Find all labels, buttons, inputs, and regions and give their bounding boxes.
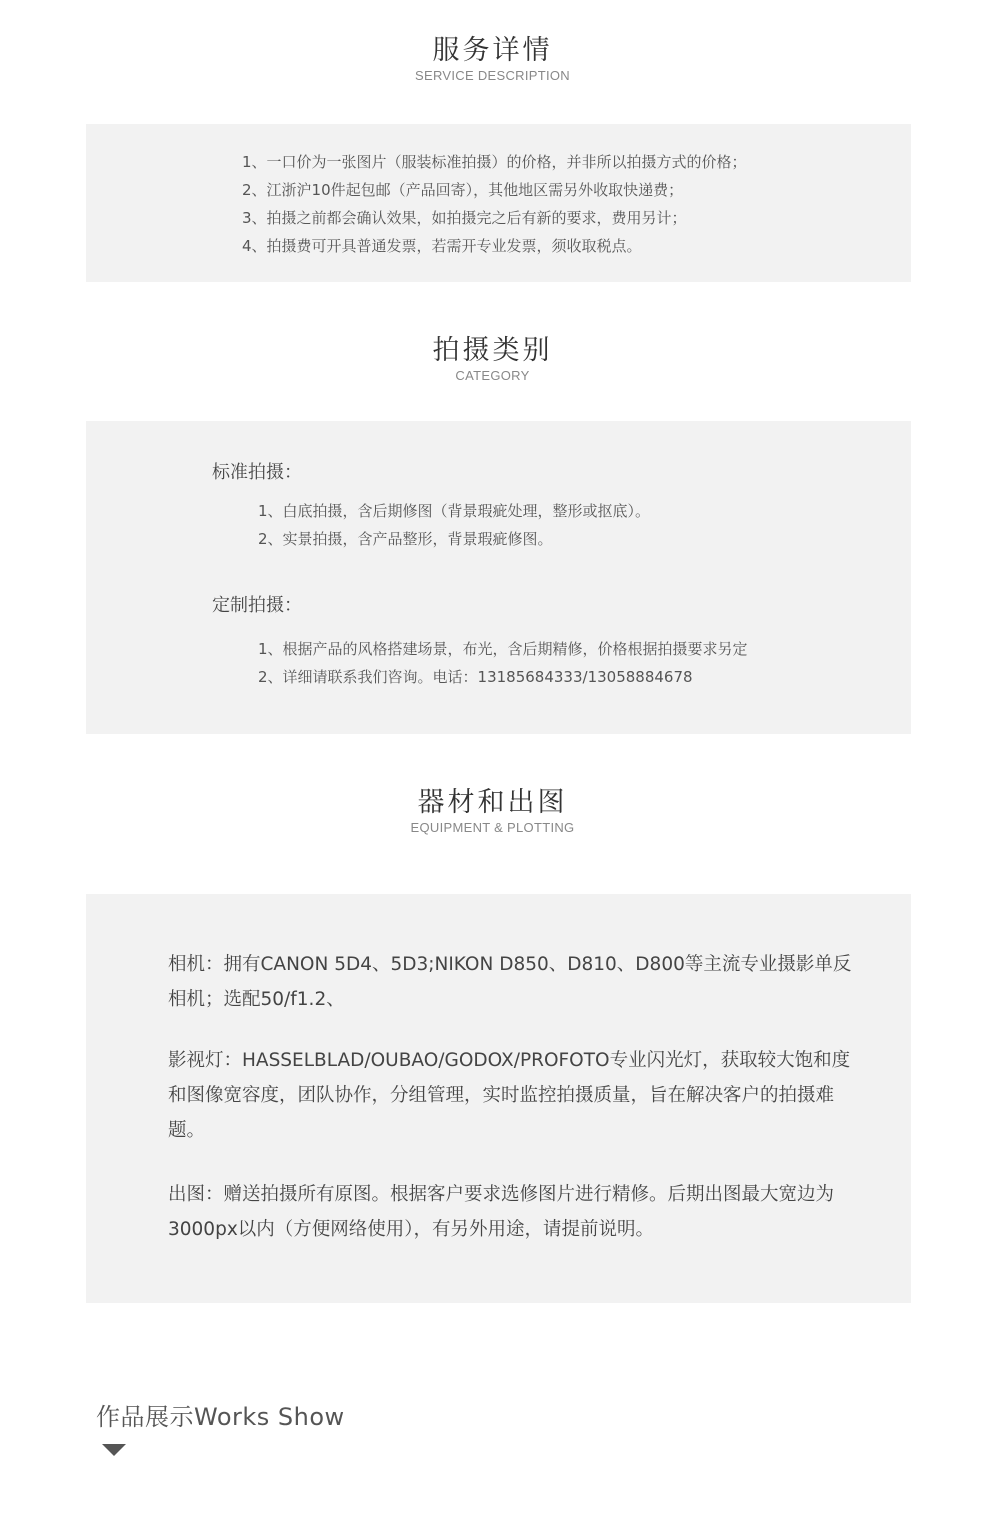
list-item: 1、白底拍摄，含后期修图（背景瑕疵处理，整形或抠底）。 [258, 502, 651, 520]
triangle-down-icon [102, 1444, 126, 1456]
category-title-zh: 拍摄类别 [432, 335, 553, 366]
custom-shoot-list [258, 635, 748, 691]
equipment-section-title [0, 786, 985, 836]
service-item: 3、拍摄之前都会确认效果，如拍摄完之后有新的要求，费用另计； [242, 209, 687, 227]
category-section-title [0, 334, 985, 384]
service-title-en: SERVICE DESCRIPTION [415, 68, 570, 83]
service-item: 4、拍摄费可开具普通发票，若需开专业发票，须收取税点。 [242, 237, 642, 255]
list-item: 1、根据产品的风格搭建场景，布光，含后期精修，价格根据拍摄要求另定 [258, 640, 748, 658]
camera-paragraph: 相机：拥有CANON 5D4、5D3;NIKON D850、D810、D800等主流专业摄影单反相机；选配50/f1.2、 [168, 954, 852, 1010]
standard-shoot-heading: 标准拍摄： [212, 462, 302, 483]
custom-shoot-heading: 定制拍摄： [212, 595, 302, 616]
service-panel [86, 124, 911, 282]
equipment-title-zh: 器材和出图 [417, 787, 568, 818]
service-list [242, 148, 747, 260]
service-item: 2、江浙沪10件起包邮（产品回寄），其他地区需另外收取快递费； [242, 181, 684, 199]
lighting-paragraph: 影视灯：HASSELBLAD/OUBAO/GODOX/PROFOTO专业闪光灯，获取较大饱和度和图像宽容度，团队协作，分组管理，实时监控拍摄质量，旨在解决客户的拍摄难题。 [168, 1050, 851, 1141]
equipment-panel [86, 894, 911, 1303]
service-item: 1、一口价为一张图片（服装标准拍摄）的价格，并非所以拍摄方式的价格； [242, 153, 747, 171]
list-item: 2、实景拍摄，含产品整形，背景瑕疵修图。 [258, 530, 553, 548]
service-title-zh: 服务详情 [432, 35, 553, 66]
equipment-title-en: EQUIPMENT & PLOTTING [410, 820, 575, 835]
list-item: 2、详细请联系我们咨询。电话：13185684333/13058884678 [258, 668, 693, 686]
works-show-title: 作品展示Works Show [96, 1403, 345, 1431]
category-title-en: CATEGORY [455, 368, 530, 383]
output-paragraph: 出图：赠送拍摄所有原图。根据客户要求选修图片进行精修。后期出图最大宽边为3000px以内（方便网络使用），有另外用途，请提前说明。 [168, 1184, 835, 1240]
category-panel [86, 421, 911, 734]
standard-shoot-list [258, 497, 650, 553]
service-section-title [0, 34, 985, 84]
